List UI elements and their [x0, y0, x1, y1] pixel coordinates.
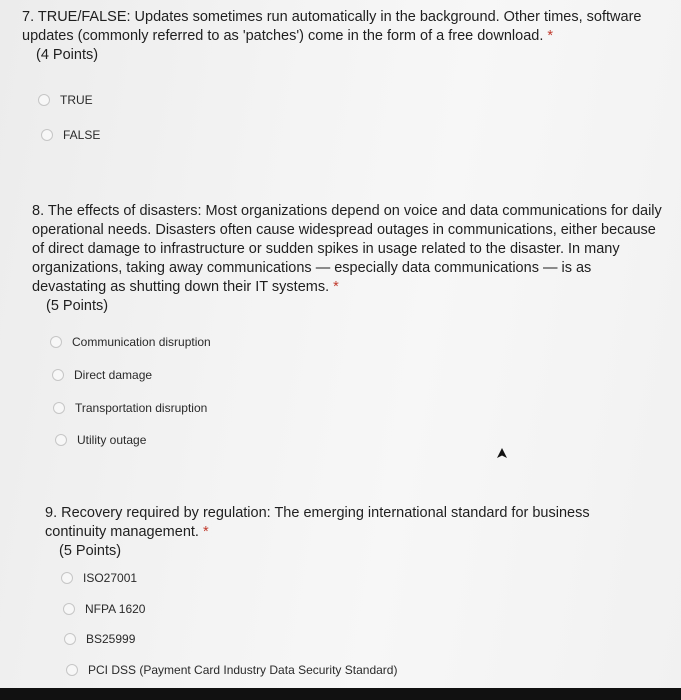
- option-label: Communication disruption: [72, 335, 211, 349]
- radio-button[interactable]: [50, 336, 62, 348]
- photo-bottom-edge: [0, 688, 681, 700]
- option-direct-damage[interactable]: [52, 368, 152, 382]
- option-label: Transportation disruption: [75, 401, 208, 415]
- option-label: Direct damage: [74, 368, 153, 382]
- mouse-cursor-icon: [497, 448, 507, 460]
- option-bs25999[interactable]: [64, 632, 135, 646]
- radio-button[interactable]: [66, 664, 78, 676]
- radio-button[interactable]: [38, 94, 50, 106]
- option-label: Utility outage: [77, 433, 147, 447]
- question-9-points: (5 Points): [59, 543, 122, 559]
- option-communication-disruption[interactable]: [50, 335, 211, 349]
- question-7: [22, 8, 652, 65]
- required-asterisk: *: [547, 28, 554, 44]
- option-true[interactable]: [38, 93, 93, 107]
- option-iso27001[interactable]: [61, 571, 137, 585]
- option-label: FALSE: [63, 128, 101, 142]
- required-asterisk: *: [202, 524, 209, 540]
- option-label: ISO27001: [83, 571, 138, 585]
- question-8-title: 8. The effects of disasters: Most organizations depend on voice and data communications for daily operational needs. Disasters often cause widespread outages in communications, either because of direct damage to infrastructure or sudden spikes in usage related to the disaster. In many organizations, taking away communications — especially data communications — is as devastating as shutting down their IT systems. *: [32, 203, 662, 295]
- option-false[interactable]: [41, 128, 100, 142]
- option-label: PCI DSS (Payment Card Industry Data Security Standard): [88, 663, 398, 677]
- radio-button[interactable]: [55, 434, 67, 446]
- question-8: [32, 202, 662, 316]
- option-label: NFPA 1620: [85, 602, 146, 616]
- question-7-title: 7. TRUE/FALSE: Updates sometimes run automatically in the background. Other times, software updates (commonly referred to as 'patches') come in the form of a free download. *: [22, 9, 642, 44]
- radio-button[interactable]: [64, 633, 76, 645]
- option-pci-dss[interactable]: [66, 663, 397, 677]
- option-label: TRUE: [60, 93, 93, 107]
- radio-button[interactable]: [41, 129, 53, 141]
- option-utility-outage[interactable]: [55, 433, 146, 447]
- radio-button[interactable]: [53, 402, 65, 414]
- question-9: [45, 504, 645, 561]
- option-label: BS25999: [86, 632, 136, 646]
- question-9-title: 9. Recovery required by regulation: The emerging international standard for business continuity management. *: [45, 505, 590, 540]
- radio-button[interactable]: [63, 603, 75, 615]
- required-asterisk: *: [333, 279, 339, 295]
- radio-button[interactable]: [61, 572, 73, 584]
- option-transportation-disruption[interactable]: [53, 401, 207, 415]
- radio-button[interactable]: [52, 369, 64, 381]
- question-7-points: (4 Points): [36, 47, 99, 63]
- question-8-points: (5 Points): [46, 298, 109, 314]
- option-nfpa-1620[interactable]: [63, 602, 145, 616]
